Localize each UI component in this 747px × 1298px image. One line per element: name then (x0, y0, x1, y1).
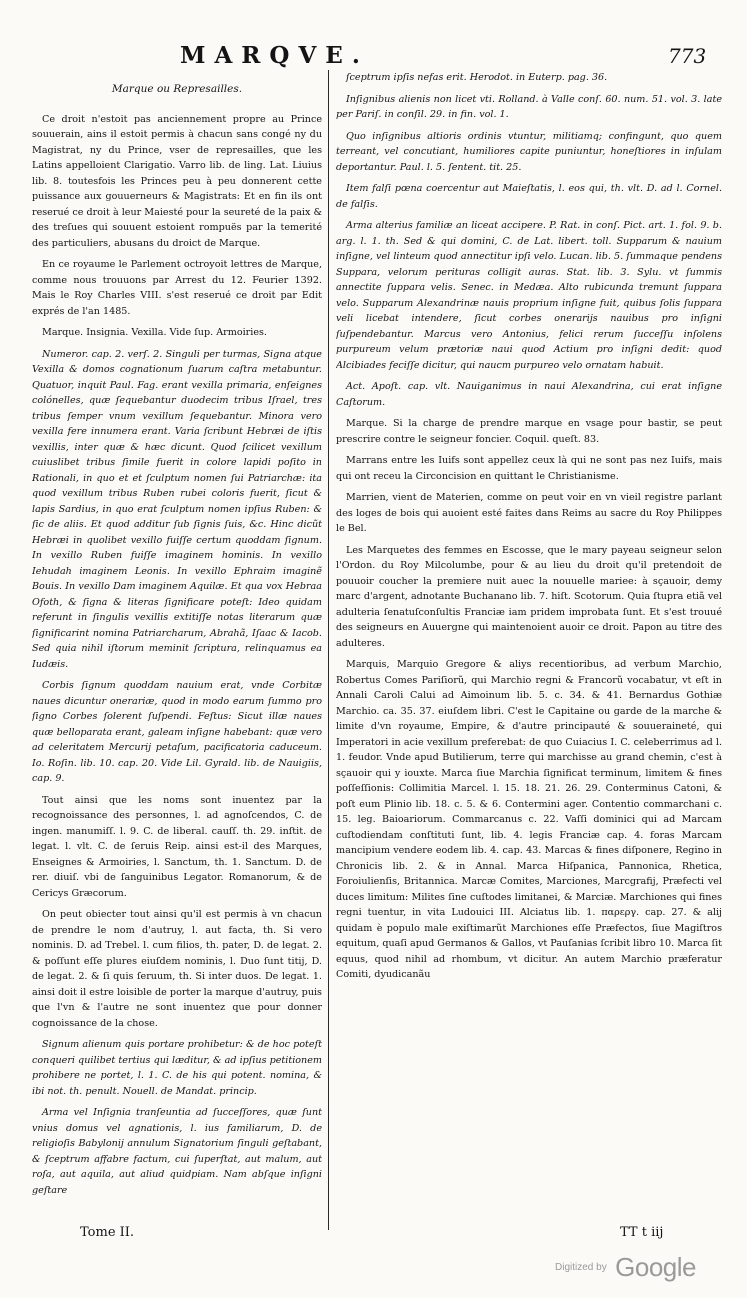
paragraph-obiecter: On peut obiecter tout ainsi qu'il est permis à vn chacun de prendre le nom d'autruy, l. aut facta, th. Si vero nominis. D. ad Trebel. l. cum filios, th. pater, D. de legat. 2. & poſſunt eſſe plures eiuſdem nominis, l. Duo ſunt titij, D. de legat. 2. & ſi quis ſeruum, th. Si inter duos. De legat. 1. ainsi doit il estre loisible de porter la marque d'autruy, puis que l'vn & l'autre ne sont inuentez que pour donner cognoissance de la chose. (32, 909, 322, 1029)
paragraph-insignibus-alienis: Inſignibus alienis non licet vti. Rolland. à Valle conſ. 60. num. 51. vol. 3. late per Pariſ. in conſil. 29. in fin. vol. 1. (336, 93, 722, 120)
paragraph-sceptrum: ſceptrum ipſis nefas erit. Herodot. in Euterp. pag. 36. (346, 72, 608, 83)
paragraph-numeror: Numeror. cap. 2. verſ. 2. Singuli per turmas, Signa atque Vexilla & domos cognationum ſuarum caſtra metabuntur. Quatuor, inquit Paul. Fag. erant vexilla primaria, enſeignes colónelles, quæ ſequebantur duodecim tribus Iſrael, tres tribus ſemper vnum vexillum ſequebantur. Minora vero vexilla fere innumera erant. Varia ſcribunt Hebræi de iſtis vexillis, inter quæ & hæc dicunt. Quod ſcilicet vexillum cuiuslibet tribus ſimile fuerit in colore lapidi poſito in Rationali, in quo et et ſculptum nomen ſui Patriarchæ: ita quod vexillum tribus Ruben rubei coloris fuerit, ſicut & lapis Sardius, in quo erat ſculptum nomen ipſius Ruben: & ſic de aliis. Et quod additur ſub ſignis ſuis, &c. Hinc dicũt Hebræi in quolibet vexillo fuiſſe certum quoddam ſignum. In vexillo Ruben fuiſſe imaginem hominis. In vexillo Iehudah imaginem Leonis. In vexillo Ephraim imaginẽ Bouis. In vexillo Dam imaginem Aquilæ. Et qua vox Hebraa Ofoth, & ſigna & literas ſignificare poteſt: Ideo quidam referunt in ſingulis vexillis extitiſſe notas literarum quæ ſignificarint nomina Patriarcharum, Abrahã, Iſaac & Iacob. Sed quia nihil iſtorum meminit ſcriptura, relinquamus ea Iudæis. (32, 348, 322, 670)
paragraph-lettres-de-marque: En ce royaume le Parlement octroyoit lettres de Marque, comme nous trouuons par Arrest du 12. Feurier 1392. Mais le Roy Charles VIII. s'est reserué ce droit par Edit exprés de l'an 1485. (32, 259, 322, 317)
paragraph-marquetes: Les Marquetes des femmes en Escosse, que le mary payeau seigneur selon l'Ordon. du Roy Milcolumbe, pour & au lieu du droit qu'il pretendoit de pouuoir coucher la premiere nuit auec la nouuelle mariee: à sçauoir, demy marc d'argent, adnotante Buchanano lib. 7. hiſt. Scotorum. Quia ſtupra etiã vel adulteria ſenatuſconſultis Franciæ iam pridem improbata ſunt. Et s'est trouué des seigneurs en Auuergne qui maintenoient auoir ce droit. Papon au titre des adulteres. (336, 544, 722, 649)
paragraph-arma-alterius: Arma alterius familiæ an liceat accipere. P. Rat. in conſ. Pict. art. 1. fol. 9. b. arg. l. 1. th. Sed & qui domini, C. de Lat. libert. toll. Supparum & nauium inſigne, vel linteum quod annectitur ipſi velo. Lucan. lib. 5. ſummaque pendens Suppara, velorum perituras colligit auras. Stat. lib. 3. Sylu. vt ſummis annectite ſuppara velis. Senec. in Medæa. Alto rubicunda tremunt ſuppara velo. Supparum Alexandrinæ nauis proprium inſigne fuit, quibus ſolis ſuppara veli licebat intendere, ſicut corbes onerarijs nauibus pro inſigni ſuſpendebantur. Marcus vero Antonius, felici rerum ſucceſſu inſolens purpureum velum prætoriæ naui quod Actium pro inſigni dedit: quod Alcibiades feciſſe dicitur, qui naucm purpureo velo ornatam habuit. (336, 220, 722, 371)
paragraph-marrien: Marrien, vient de Materien, comme on peut voir en vn vieil registre parlant des loges de bois qui auoient esté faites dans Reims au sacre du Roy Philippes le Bel. (336, 492, 722, 534)
paragraph-falsi-poena: Item falſi pœna coercentur aut Maieſtatis, l. eos qui, th. vlt. D. ad l. Cornel. de falſis. (336, 183, 722, 210)
right-column (336, 70, 722, 1232)
signature-mark: TT t iij (620, 1225, 664, 1240)
column-divider (328, 70, 329, 1230)
tome-label: Tome II. (80, 1225, 135, 1240)
page-header (0, 42, 747, 70)
paragraph-act-apost: Act. Apoſt. cap. vlt. Nauiganimus in naui Alexandrina, cui erat inſigne Caſtorum. (336, 381, 722, 408)
paragraph-marquis: Marquis, Marquio Gregore & aliys recentioribus, ad verbum Marchio, Robertus Comes Pariſiorũ, qui Marchio regni & Francorũ vocabatur, vt eſt in Annali Caroli Calui ad Aimoinum lib. 5. c. 34. & 41. Bernardus Gothiæ Marchio. ca. 35. 37. eiuſdem libri. C'est le Capitaine ou garde de la marche & limite d'vn royaume, Empire, & d'autre principauté & souueraineté, qui Imperatori in acie vexillum preferebat: de quo Cuiacius I. C. celeberrimus ad l. 1. feudor. Vnde apud Butilierum, terre qui marchisse au grand chemin, c'est à sçauoir qui y iouxte. Marca ſiue Marchia ſignificat terminum, limitem & fines poſſeſſionis: Collimitia Marcel. l. 15. 18. 21. 26. 29. Conterminus Catoni, & poſt eum Plinio lib. 18. c. 5. & 6. Contermini ager. Contentio commarchani c. 15. leg. Baioariorum. Commarcanus c. 22. Vaſſi dominici qui ad Marcam cuſtodiendam conſtituti ſunt, lib. 4. legis Franciæ cap. 4. foras Marcam mancipium vendere eodem lib. 4. cap. 43. Marcas & fines diſponere, Regino in Chronicis lib. 2. & in Annal. Marca Hiſpanica, Pannonica, Rhetica, Foroiulienſis, Britannica. Marcæ Comites, Marciones, Marcgrafij, Præfecti vel duces limitum: Milites ſine cuſtodes limitanei, & Marciæ. Marchiones qui fines regni tuentur, in vita Ludouici III. Alciatus lib. 1. παρεργ. cap. 27. & alij quidam è populo male exiſtimarũt Marchiones eſſe Præfectos, ſiue Magiſtros equitum, quaſi apud Germanos & Gallos, vt Pauſanias ſcribit libro 10. Marca ſit equus, quod nihil ad rhombum, vt dicitur. An autem Marchio præferatur Comiti, dyudicanãu (336, 659, 722, 980)
paragraph-insignia: Marque. Insignia. Vexilla. Vide ſup. Armoiries. (42, 327, 267, 338)
page-footer (0, 1225, 747, 1245)
paragraph-clarigatio: Ce droit n'estoit pas anciennement propre au Prince souuerain, ains il estoit permis à chacun sans congé ny du Magistrat, ny du Prince, vser de represailles, que les Latins appelloient Clarigatio. Varro lib. de ling. Lat. Liuius lib. 8. toutesfois les Princes peu à peu donnerent cette puissance aux gouuerneurs & Magistrats: Et en fin ils ont reserué ce droit à leur Maiesté pour la seureté de la paix & des treſues qui souuent estoient rompuës par la temerité des particuliers, abusans du droict de Marque. (32, 113, 322, 249)
paragraph-marque-bastir: Marque. Si la charge de prendre marque en vsage pour bastir, se peut prescrire contre le seigneur foncier. Coquil. queſt. 83. (336, 418, 722, 445)
paragraph-altioris-ordinis: Quo inſignibus altioris ordinis vtuntur, militiamq; confingunt, quo quem terreant, vel concutiant, humiliores capite puniuntur, honeſtiores in inſulam deportantur. Paul. l. 5. ſentent. tit. 25. (336, 130, 722, 173)
left-column (32, 78, 322, 1222)
running-title: MARQVE. (180, 42, 369, 69)
section-heading: Marque ou Represailles. (111, 83, 243, 95)
watermark-prefix: Digitized by (555, 1262, 607, 1273)
paragraph-signum-alienum: Signum alienum quis portare prohibetur: & de hoc poteſt conqueri quilibet tertius qui læditur, & ad ipſius petitionem prohibere ne portet, l. 1. C. de his qui potent. nomina, & ibi not. th. penult. Nouell. de Mandat. princip. (32, 1039, 322, 1097)
paragraph-corbis: Corbis ſignum quoddam nauium erat, vnde Corbitæ naues dicuntur onerariæ, quod in modo earum ſummo pro ſigno Corbes ſolerent ſuſpendi. Feſtus: Sicut illæ naues quæ belloparata erant, galeam inſigne habebant: quæ vero ad celeritatem Mercurij petaſum, pacificatoria caduceum. Io. Roſin. lib. 10. cap. 20. Vide Lil. Gyrald. lib. de Nauigiis, cap. 9. (32, 680, 322, 784)
page-number: 773 (668, 44, 707, 68)
paragraph-noms: Tout ainsi que les noms sont inuentez par la recognoissance des personnes, l. ad agnoſcendos, C. de ingen. manumiſſ. l. 9. C. de liberal. cauſſ. th. 29. inſtit. de legat. l. vlt. C. de ſeruis Reip. ainsi est-il des Marques, Enseignes & Armoiries, l. Sanctum, th. 1. Sanctum. D. de rer. diuiſ. vbi de ſanguinibus Legator. Romanorum, & de Cericys Græcorum. (32, 794, 322, 899)
paragraph-arma-insignia: Arma vel Inſignia tranſeuntia ad ſucceſſores, quæ ſunt vnius domus vel agnationis, l. ius familiarum, D. de religioſis Babylonij annulum Signatorium ſinguli geſtabant, & ſceptrum affabre factum, cui ſuperſtat, aut malum, aut roſa, aut aquila, aut aliud quidpiam. Nam abſque inſigni geſtare (32, 1107, 322, 1196)
paragraph-marrans: Marrans entre les Iuifs sont appellez ceux là qui ne sont pas nez Iuifs, mais qui ont receu la Circoncision en quittant le Christianisme. (336, 455, 722, 482)
google-logo: Google (615, 1252, 696, 1282)
digitized-watermark (555, 1252, 696, 1283)
